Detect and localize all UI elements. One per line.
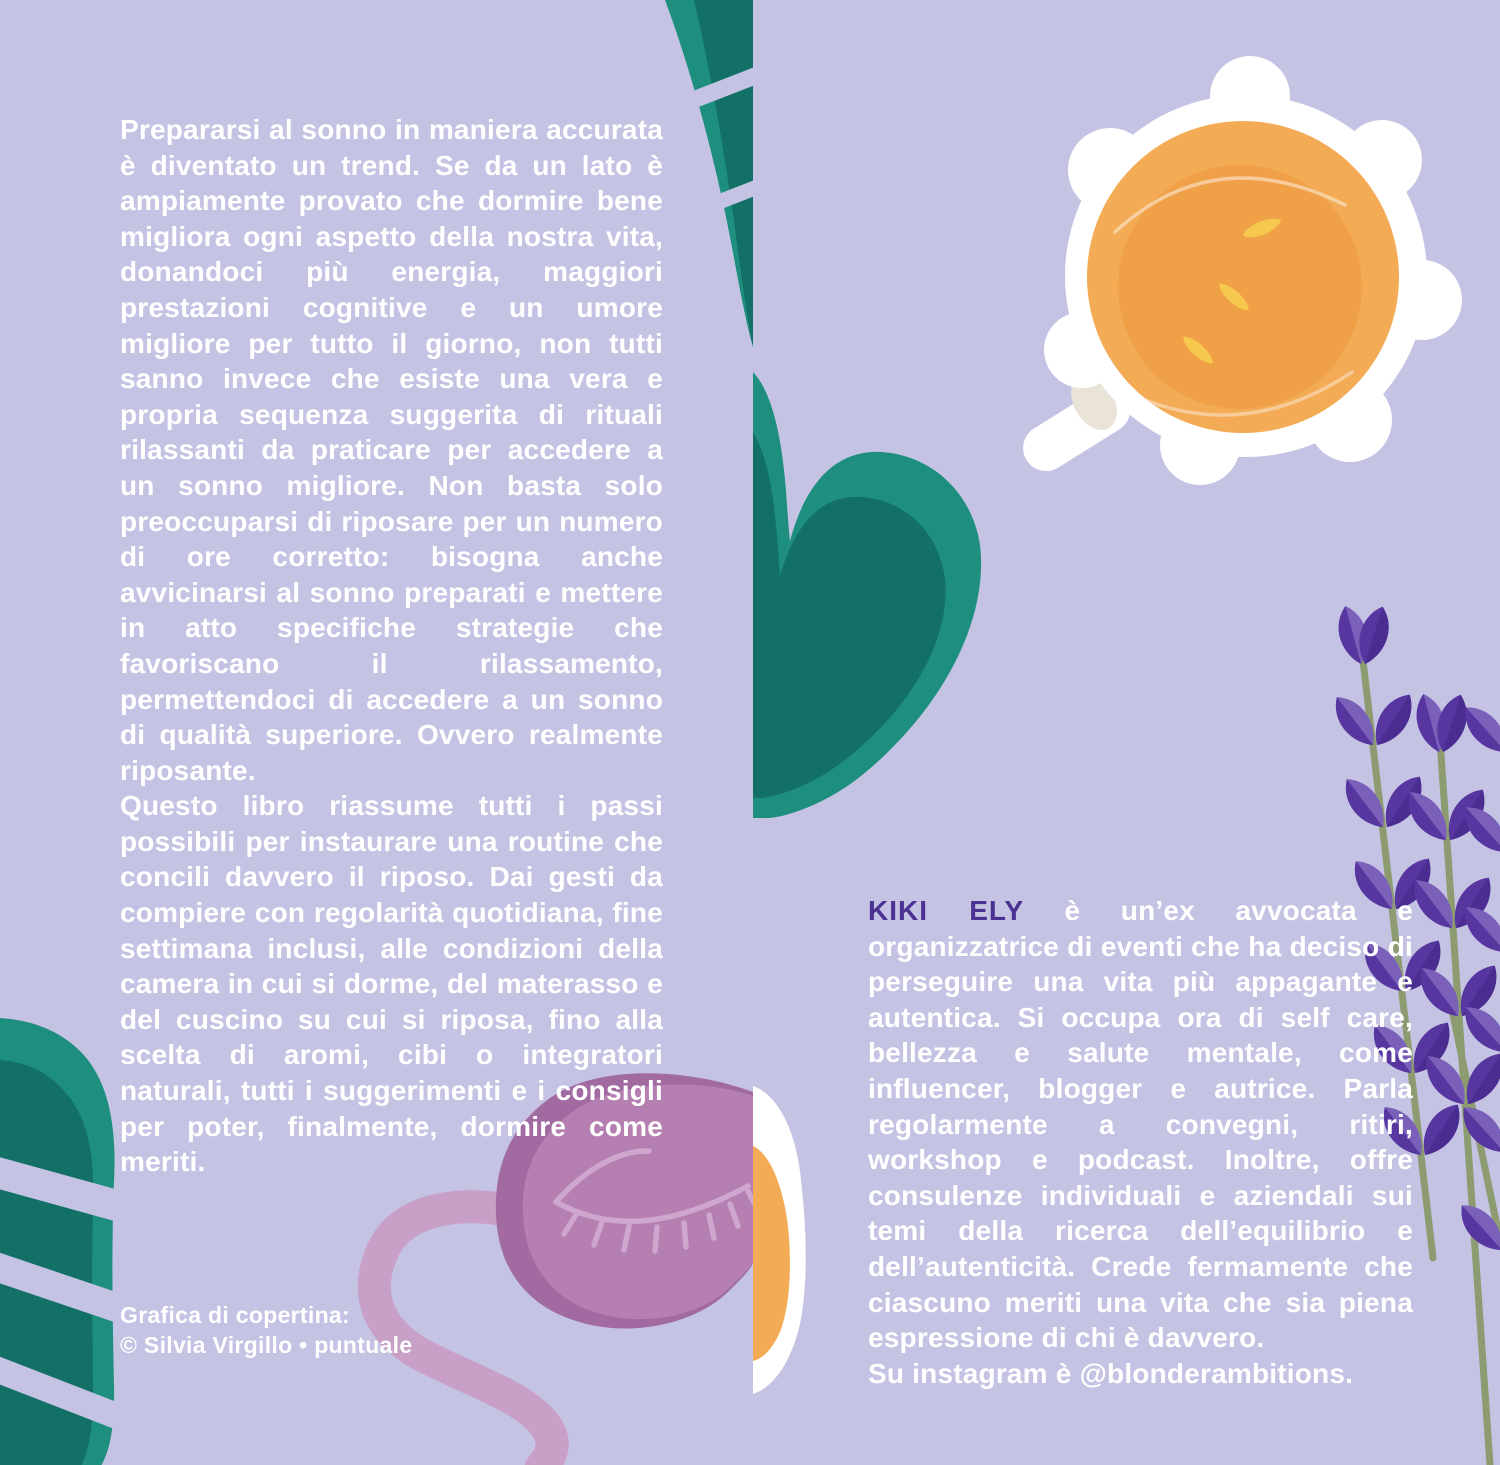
flap-paragraph-2: Questo libro riassume tutti i passi possibili per instaurare una routine che concili davvero il riposo. Dai gesti da compiere con regolarità quotidiana, fine settimana inclusi, alle condizioni della camera in cui si dorme, del materasso e del cuscino su cui si riposa, fino alla scelta di aromi, cibi o integratori naturali, tutti i suggerimenti e i consigli per poter, finalmente, dormire come meriti. [120, 790, 663, 1178]
author-bio-paragraph [868, 893, 1413, 1356]
author-bio [868, 893, 1413, 1391]
flap-description [120, 112, 663, 1180]
instagram-line: Su instagram è @blonderambitions. [868, 1357, 1354, 1389]
flap-paragraph-1: Prepararsi al sonno in maniera accurata è diventato un trend. Se da un lato è ampiamente provato che dormire bene migliora ogni aspetto della nostra vita, donandoci più energia, maggiori prestazioni cognitive e un umore migliore per tutto il giorno, non tutti sanno invece che esiste una vera e propria sequenza suggerita di rituali rilassanti da praticare per accedere a un sonno migliore. Non basta solo preoccuparsi di riposare per un numero di ore corretto: bisogna anche avvicinarsi al sonno preparati e mettere in atto specifiche strategie che favoriscano il rilassamento, permettendoci di accedere a un sonno di qualità superiore. Ovvero realmente riposante. [120, 114, 663, 786]
author-bio-text: è un’ex avvocata e organizzatrice di eventi che ha deciso di perseguire una vita più appagante e autentica. Si occupa ora di self care, bellezza e salute mentale, come influencer, blogger e autrice. Parla regolarmente a convegni, ritiri, workshop e podcast. Inoltre, offre consulenze individuali e aziendali sui temi della ricerca dell’equilibrio e dell’autenticità. Crede fermamente che ciascuno meriti una vita che sia piena espressione di chi è davvero. [868, 895, 1413, 1354]
author-name: KIKI ELY [868, 895, 1025, 926]
credit-line-1: Grafica di copertina: [120, 1302, 350, 1328]
credit-line-2: © Silvia Virgillo • puntuale [120, 1332, 413, 1358]
cover-design-credit [120, 1300, 550, 1360]
